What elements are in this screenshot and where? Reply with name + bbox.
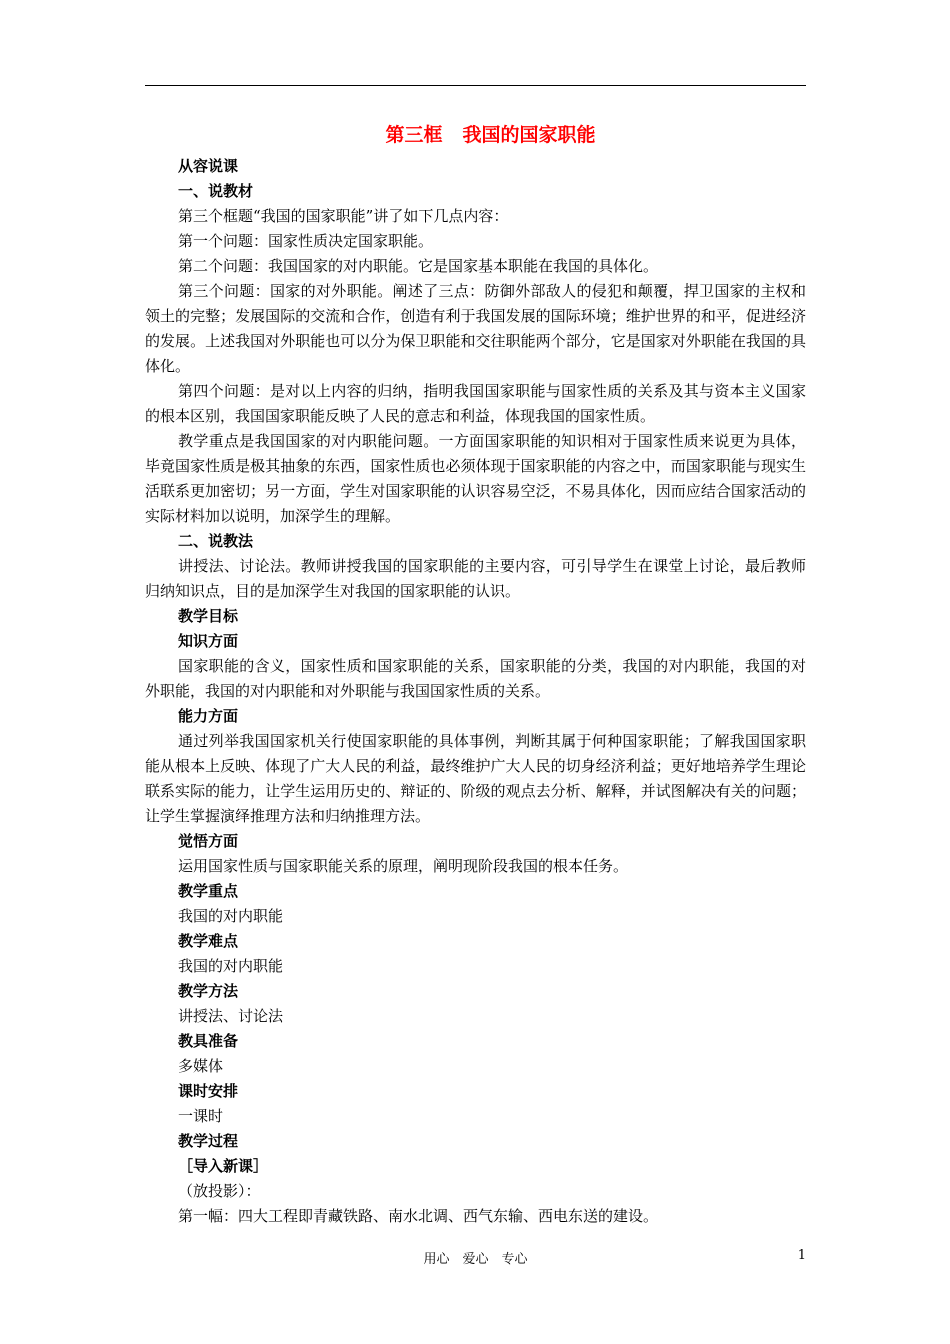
document-body [145, 118, 806, 1229]
paragraph: 第四个问题：是对以上内容的归纳，指明我国国家职能与国家性质的关系及其与资本主义国家的根本区别，我国国家职能反映了人民的意志和利益，体现我国的国家性质。 [145, 382, 806, 425]
section-heading: 一、说教材 [178, 182, 254, 200]
paragraph: 通过列举我国国家机关行使国家职能的具体事例，判断其属于何种国家职能；了解我国国家职能从根本上反映、体现了广大人民的利益，最终维护广大人民的切身经济利益；更好地培养学生理论联系实际的能力，让学生运用历史的、辩证的、阶级的观点去分析、解释，并试图解决有关的问题；让学生掌握演绎推理方法和归纳推理方法。 [145, 732, 806, 825]
text-line: 一课时 [178, 1107, 224, 1125]
text-line: 运用国家性质与国家职能关系的原理，阐明现阶段我国的根本任务。 [178, 857, 629, 875]
section-heading: 能力方面 [178, 707, 239, 725]
section-heading: 知识方面 [178, 632, 239, 650]
content-blocks [145, 154, 806, 1229]
section-heading: 教学重点 [178, 882, 239, 900]
paragraph: 国家职能的含义，国家性质和国家职能的关系，国家职能的分类，我国的对内职能，我国的对外职能，我国的对内职能和对外职能与我国国家性质的关系。 [145, 657, 806, 700]
section-heading: ［导入新课］ [178, 1157, 269, 1175]
page-title [145, 118, 806, 152]
text-line: 讲授法、讨论法 [178, 1007, 284, 1025]
section-heading: 教具准备 [178, 1032, 239, 1050]
text-line: 我国的对内职能 [178, 907, 284, 925]
section-heading: 二、说教法 [178, 532, 254, 550]
footer-motto: 用心 爱心 专心 [423, 1252, 528, 1267]
section-heading: 教学目标 [178, 607, 239, 625]
text-line: （放投影）： [178, 1182, 261, 1200]
page-number: 1 [797, 1248, 806, 1263]
section-heading: 教学方法 [178, 982, 239, 1000]
title-part-1: 第三框 [385, 124, 443, 146]
text-line: 第一幅：四大工程即青藏铁路、南水北调、西气东输、西电东送的建设。 [178, 1207, 659, 1225]
paragraph: 讲授法、讨论法。教师讲授我国的国家职能的主要内容，可引导学生在课堂上讨论，最后教师归纳知识点，目的是加深学生对我国的国家职能的认识。 [145, 557, 806, 600]
section-heading: 教学难点 [178, 932, 239, 950]
title-part-2: 我国的国家职能 [462, 124, 596, 146]
text-line: 第三个框题“我国的国家职能”讲了如下几点内容： [178, 207, 509, 225]
text-line: 多媒体 [178, 1057, 224, 1075]
section-heading: 课时安排 [178, 1082, 239, 1100]
paragraph: 教学重点是我国国家的对内职能问题。一方面国家职能的知识相对于国家性质来说更为具体，毕竟国家性质是极其抽象的东西，国家性质也必须体现于国家职能的内容之中，而国家职能与现实生活联系更加密切；另一方面，学生对国家职能的认识容易空泛，不易具体化，因而应结合国家活动的实际材料加以说明，加深学生的理解。 [145, 432, 806, 525]
text-line: 第二个问题：我国国家的对内职能。它是国家基本职能在我国的具体化。 [178, 257, 659, 275]
header-rule [145, 85, 806, 86]
text-line: 我国的对内职能 [178, 957, 284, 975]
section-heading: 教学过程 [178, 1132, 239, 1150]
paragraph: 第三个问题：国家的对外职能。阐述了三点：防御外部敌人的侵犯和颠覆，捍卫国家的主权和领土的完整；发展国际的交流和合作，创造有利于我国发展的国际环境；维护世界的和平，促进经济的发展。上述我国对外职能也可以分为保卫职能和交往职能两个部分，它是国家对外职能在我国的具体化。 [145, 282, 806, 375]
text-line: 第一个问题：国家性质决定国家职能。 [178, 232, 434, 250]
section-heading: 从容说课 [178, 157, 239, 175]
section-heading: 觉悟方面 [178, 832, 239, 850]
